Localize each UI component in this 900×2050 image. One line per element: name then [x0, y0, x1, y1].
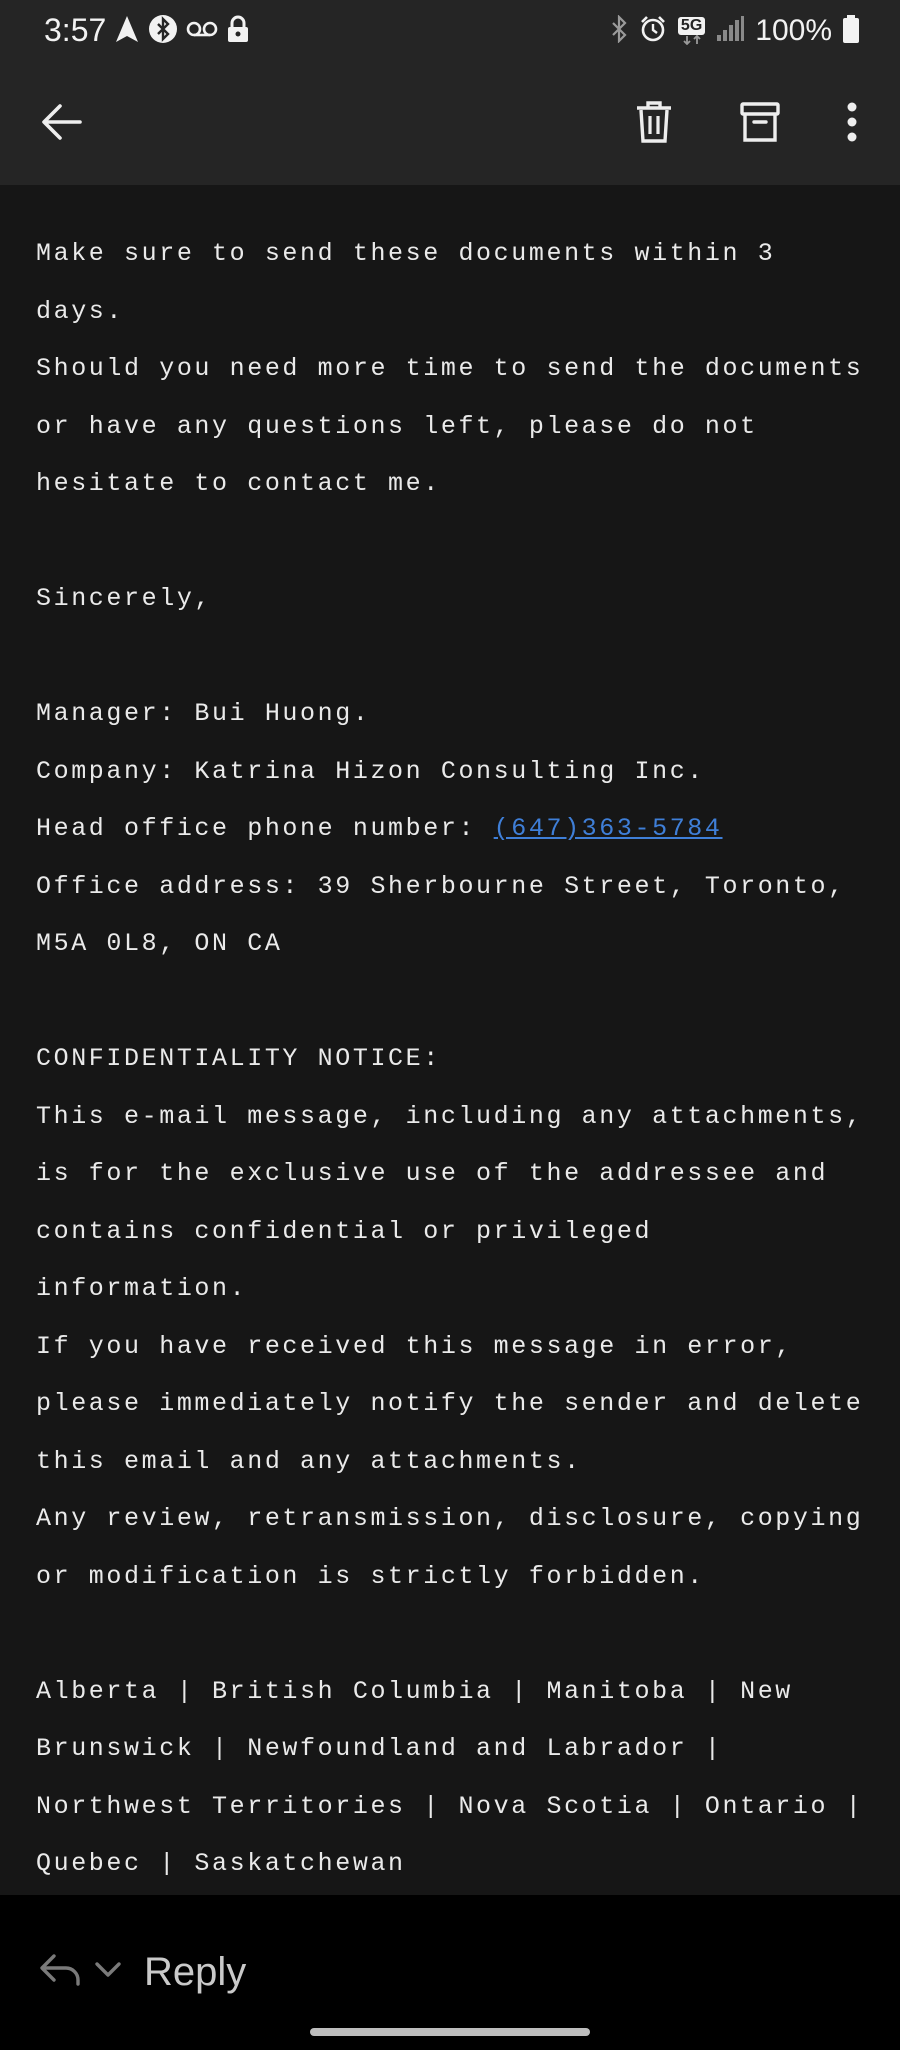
body-line: Should you need more time to send the documents — [36, 354, 864, 383]
reply-label: Reply — [144, 1949, 247, 1994]
trash-icon — [634, 99, 674, 150]
network-type: 5G — [678, 17, 705, 35]
reply-button[interactable] — [38, 1937, 246, 2007]
spacer — [36, 513, 876, 571]
battery-percent: 100% — [755, 14, 832, 47]
email-content[interactable] — [0, 185, 900, 1895]
phone-label: Head office phone number: — [36, 814, 494, 843]
archive-icon — [739, 101, 781, 148]
more-options-button[interactable] — [820, 92, 884, 156]
voicemail-icon — [186, 19, 218, 44]
signal-icon — [715, 15, 745, 48]
back-button[interactable] — [30, 92, 94, 156]
regions-line: Alberta | British Columbia | Manitoba | New — [36, 1676, 793, 1706]
signature-phone — [36, 800, 876, 858]
reply-bar — [0, 1895, 900, 2050]
signature-manager: Manager: Bui Huong. — [36, 699, 371, 728]
notice-line: this email and any attachments. — [36, 1446, 582, 1476]
signature-company: Company: Katrina Hizon Consulting Inc. — [36, 756, 705, 786]
regions-line: Brunswick | Newfoundland and Labrador | — [36, 1734, 723, 1763]
bluetooth-icon — [610, 15, 628, 48]
body-line: or have any questions left, please do not — [36, 411, 758, 441]
status-time: 3:57 — [44, 12, 107, 48]
5g-icon — [678, 17, 705, 45]
home-indicator[interactable] — [310, 2028, 590, 2036]
alarm-icon — [638, 14, 668, 49]
battery-icon — [842, 14, 860, 49]
notice-line: If you have received this message in error, — [36, 1331, 793, 1361]
email-toolbar — [0, 62, 900, 185]
notice-line: please immediately notify the sender and delete — [36, 1389, 864, 1418]
delete-button[interactable] — [622, 92, 686, 156]
archive-button[interactable] — [728, 92, 792, 156]
phone-link[interactable]: (647)363-5784 — [493, 814, 723, 843]
body-line: days. — [36, 296, 125, 326]
notice-line: Any review, retransmission, disclosure, copying — [36, 1504, 864, 1533]
status-right-icons — [610, 12, 860, 50]
lock-icon — [226, 14, 250, 49]
regions-line: Quebec | Saskatchewan — [36, 1849, 406, 1878]
signature-address: Office address: 39 Sherbourne Street, Toronto, — [36, 871, 846, 901]
notice-line: contains confidential or privileged — [36, 1216, 653, 1246]
arrow-left-icon — [40, 102, 84, 147]
closing: Sincerely, — [36, 584, 213, 613]
spacer — [36, 1605, 876, 1663]
notice-line: is for the exclusive use of the addressee and — [36, 1159, 829, 1188]
notice-line: information. — [36, 1274, 248, 1303]
notice-title: CONFIDENTIALITY NOTICE: — [36, 1044, 441, 1073]
notice-line: This e-mail message, including any attachments, — [36, 1101, 864, 1131]
body-line: Make sure to send these documents within 3 — [36, 239, 776, 268]
email-body — [36, 225, 876, 1893]
spacer — [36, 628, 876, 686]
navigation-icon — [114, 14, 140, 49]
reply-icon — [38, 1952, 82, 1993]
regions-line: Northwest Territories | Nova Scotia | Ontario | — [36, 1791, 864, 1821]
status-bar — [0, 0, 900, 62]
notice-line: or modification is strictly forbidden. — [36, 1561, 705, 1591]
bluetooth-badge-icon — [148, 14, 178, 49]
more-vertical-icon — [846, 102, 858, 147]
spacer — [36, 973, 876, 1031]
status-left-icons — [114, 12, 250, 50]
chevron-down-icon[interactable] — [94, 1961, 122, 1984]
signature-address: M5A 0L8, ON CA — [36, 929, 283, 958]
body-line: hesitate to contact me. — [36, 469, 441, 498]
